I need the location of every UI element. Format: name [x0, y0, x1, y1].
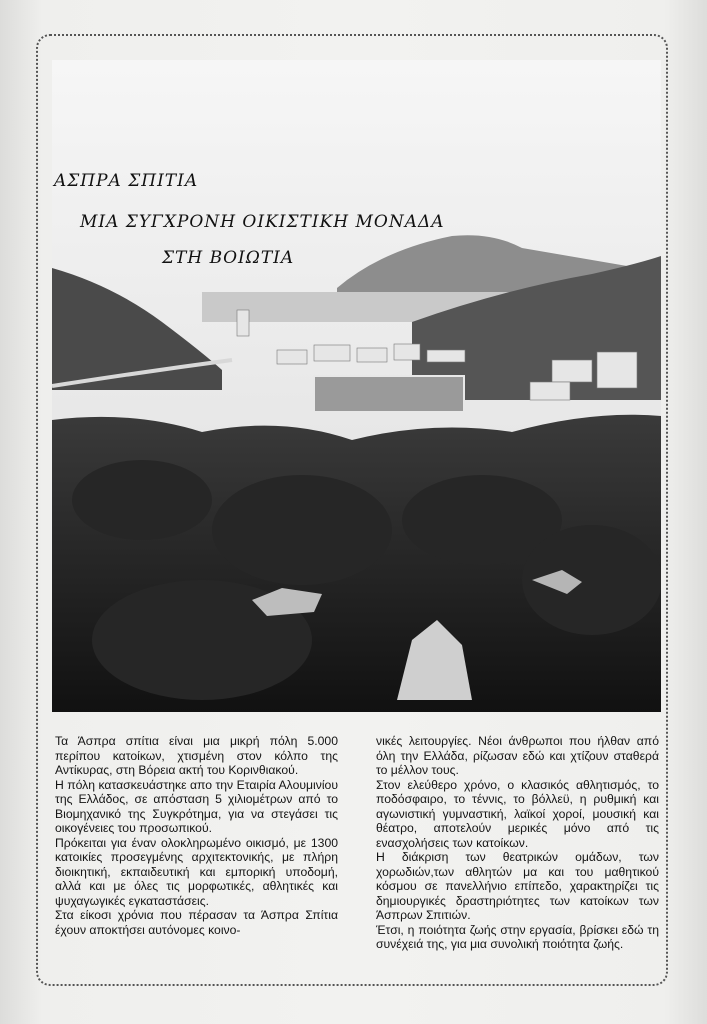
- paragraph: Στον ελεύθερο χρόνο, ο κλασικός αθλητισμός, το ποδόσφαιρο, το τέννις, το βόλλεϋ, η ρυθμική και αγωνιστική γυμναστική, λαϊκοί χοροί, μουσική και θέατρο, αποτελούν μερικές μόνο από τις ενασχολήσεις των κατοίκων.: [376, 777, 659, 850]
- title-line-3: ΣΤΗ ΒΟΙΩΤΙΑ: [162, 248, 295, 268]
- paragraph: Στα είκοσι χρόνια που πέρασαν τα Άσπρα Σπίτια έχουν αποκτήσει αυτόνομες κοινο-: [55, 908, 338, 937]
- landscape-photo: [52, 60, 661, 712]
- paragraph: Έτσι, η ποιότητα ζωής στην εργασία, βρίσκει εδώ τη συνέχειά της, για μια συνολική ποιότητα ζωής.: [376, 922, 659, 951]
- text-column-left: [55, 734, 338, 937]
- paragraph: Η διάκριση των θεατρικών ομάδων, των χορωδιών,των αθλητών μα και του μαθητικού κόσμου σε πανελλήνιο επίπεδο, χαρακτηρίζει τις δημιουργικές δραστηριότητες των κατοίκων των Άσπρων Σπιτιών.: [376, 850, 659, 922]
- paragraph: νικές λειτουργίες. Νέοι άνθρωποι που ήλθαν από όλη την Ελλάδα, ρίζωσαν εδώ και χτίζουν σταθερά το μέλλον τους.: [376, 734, 659, 777]
- paragraph: Η πόλη κατασκευάστηκε απο την Εταιρία Αλουμινίου της Ελλάδος, σε απόσταση 5 χιλιομέτρων από το Βιομηχανικό της Συγκρότημα, για να στεγάσει τις οικογένειες του προσωπικού.: [55, 777, 338, 835]
- title-line-1: ΑΣΠΡΑ ΣΠΙΤΙΑ: [54, 171, 199, 191]
- text-column-right: [376, 734, 659, 952]
- title-line-2: ΜΙΑ ΣΥΓΧΡΟΝΗ ΟΙΚΙΣΤΙΚΗ ΜΟΝΑΔΑ: [80, 212, 445, 232]
- paragraph: Τα Άσπρα σπίτια είναι μια μικρή πόλη 5.000 περίπου κατοίκων, χτισμένη στον κόλπο της Αντίκυρας, στη Βόρεια ακτή του Κορινθιακού.: [55, 734, 338, 777]
- paragraph: Πρόκειται για έναν ολοκληρωμένο οικισμό, με 1300 κατοικίες προσεγμένης αρχιτεκτονικής, με πλήρη διοικητική, εκπαιδευτική και εμπορική υποδομή, αλλά και με όλες τις μορφωτικές, αθλητικές και ψυχαγωγικές εγκαταστάσεις.: [55, 835, 338, 908]
- photo-illustration: [52, 60, 661, 712]
